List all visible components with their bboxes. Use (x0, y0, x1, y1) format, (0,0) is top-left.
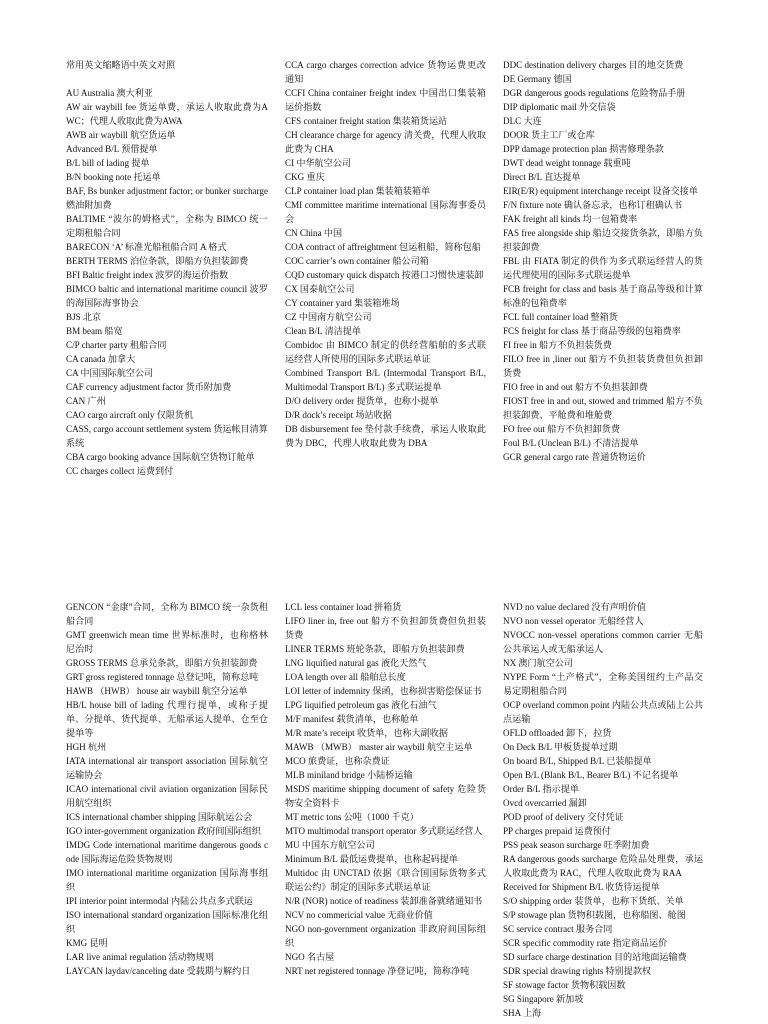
glossary-entry: FCL full container load 整箱货 (503, 312, 618, 322)
glossary-entry: CCA cargo charges correction advice 货物运费更改通知 (285, 60, 486, 84)
glossary-entry: LOI letter of indemnity 保函，也称损害赔偿保证书 (285, 686, 482, 696)
glossary-entry: BERTH TERMS 泊位条款，即船方负担装卸费 (66, 256, 249, 266)
glossary-entry: SHA 上海 (503, 1008, 542, 1018)
bottom-column-2 (285, 600, 486, 1024)
glossary-entry: DLC 大连 (503, 116, 542, 126)
entries-list (66, 600, 268, 978)
glossary-entry: B/N booking note 托运单 (66, 172, 161, 182)
glossary-entry: CC charges collect 运费到付 (66, 466, 174, 476)
top-column-1 (66, 58, 268, 488)
glossary-entry: CA 中国国际航空公司 (66, 368, 154, 378)
glossary-entry: CBA cargo booking advance 国际航空货物订舱单 (66, 452, 255, 462)
glossary-entry: DE Germany 德国 (503, 74, 572, 84)
glossary-entry: LIFO liner in, free out 船方不负担卸货费但负担装货费 (285, 616, 486, 640)
glossary-entry: FILO free in ,liner out 船方不负担装货费但负担卸货费 (503, 354, 703, 378)
glossary-entry: D/O delivery order 提货单，也称小提单 (285, 396, 439, 406)
glossary-entry: GENCON “金康”合同，全称为 BIMCO 统一杂货租船合同 (66, 602, 268, 626)
glossary-entry: CY container yard 集装箱堆场 (285, 298, 400, 308)
glossary-entry: BIMCO baltic and international maritime council 波罗的海国际海事协会 (66, 284, 268, 308)
glossary-entry: AU Australia 澳大利亚 (66, 88, 153, 98)
glossary-entry: NVO non vessel operator 无船经营人 (503, 616, 644, 626)
glossary-entry: CLP container load plan 集装箱装箱单 (285, 186, 431, 196)
glossary-entry: DPP damage protection plan 损害修理条款 (503, 144, 664, 154)
glossary-entry: On board B/L, Shipped B/L 已装船提单 (503, 756, 652, 766)
glossary-entry: AW air waybill fee 货运单费，承运人收取此费为AWC；代理人收取此费为AWA (66, 102, 268, 126)
glossary-entry: Direct B/L 直达提单 (503, 172, 581, 182)
glossary-entry: Received for Shipment B/L 收货待运提单 (503, 882, 660, 892)
glossary-entry: POD proof of delivery 交付凭证 (503, 812, 624, 822)
glossary-entry: FIOST free in and out, stowed and trimmed 船方不负担装卸费、平舱费和堆舱费 (503, 396, 703, 420)
glossary-entry: BM beam 船宽 (66, 326, 123, 336)
glossary-entry: MU 中国东方航空公司 (285, 840, 375, 850)
glossary-entry: OCP overland common point 内陆公共点或陆上公共点运输 (503, 700, 703, 724)
glossary-entry: SG Singapore 新加坡 (503, 994, 584, 1004)
glossary-entry: NCV no commericial value 无商业价值 (285, 910, 433, 920)
glossary-entry: LPG liquified petroleum gas 液化石油气 (285, 700, 437, 710)
glossary-entry: BJS 北京 (66, 312, 102, 322)
glossary-entry: CFS container freight station 集装箱货运站 (285, 116, 448, 126)
glossary-entry: EIR(E/R) equipment interchange receipt 设备交接单 (503, 186, 698, 196)
glossary-entry: CH clearance charge for agency 清关费，代理人收取此费为 CHA (285, 130, 486, 154)
glossary-entry: MLB miniland bridge 小陆桥运输 (285, 770, 413, 780)
entries-list (503, 58, 703, 464)
glossary-entry: NVD no value declared 没有声明价值 (503, 602, 646, 612)
glossary-entry: LCL less container load 拼箱货 (285, 602, 402, 612)
glossary-entry: LOA length over all 船舶总长度 (285, 672, 406, 682)
entries-list (503, 600, 703, 1020)
glossary-entry: MAWB （MWB） master air waybill 航空主运单 (285, 742, 473, 752)
glossary-entry: RA dangerous goods surcharge 危险品处理费，承运人收取此费为 RAC，代理人收取此费为 RAA (503, 854, 703, 878)
glossary-entry: CI 中华航空公司 (285, 158, 351, 168)
glossary-entry: Ovcd overcarried 漏卸 (503, 798, 587, 808)
glossary-entry: MT metric tons 公吨（1000 千克） (285, 812, 419, 822)
glossary-entry: Clean B/L 清洁提单 (285, 326, 361, 336)
glossary-entry: CQD customary quick dispatch 按港口习惯快速装卸 (285, 270, 484, 280)
glossary-entry: B/L bill of lading 提单 (66, 158, 150, 168)
document-title: 常用英文缩略语中英文对照 (66, 60, 176, 70)
glossary-entry: S/P stowage plan 货物积载图，也称船图、舱图 (503, 910, 686, 920)
glossary-entry: CN China 中国 (285, 228, 343, 238)
glossary-entry: IATA international air transport association 国际航空运输协会 (66, 756, 268, 780)
glossary-entry: BALTIME “波尔的姆格式”，全称为 BIMCO 统一定期租船合同 (66, 214, 268, 238)
glossary-entry: COA contract of affreightment 包运租船，简称包船 (285, 242, 481, 252)
glossary-entry: CASS, cargo account settlement system 货运帐目清算系统 (66, 424, 268, 448)
glossary-entry: CAF currency adjustment factor 货币附加费 (66, 382, 232, 392)
glossary-entry: FIO free in and out 船方不负担装卸费 (503, 382, 648, 392)
glossary-entry: FAS free alongside ship 船边交接货条款，即船方负担装卸费 (503, 228, 703, 252)
glossary-entry: M/R mate’s receipt 收货单，也称大副收据 (285, 728, 448, 738)
glossary-entry: MTO multimodal transport operator 多式联运经营人 (285, 826, 483, 836)
glossary-entry: FI free in 船方不负担装货费 (503, 340, 612, 350)
glossary-entry: ICAO international civil aviation organization 国际民用航空组织 (66, 784, 268, 808)
bottom-column-3 (503, 600, 703, 1024)
glossary-entry: GMT greenwich mean time 世界标准时，也称格林尼治时 (66, 630, 268, 654)
glossary-entry: COC carrier’s own container 船公司箱 (285, 256, 429, 266)
glossary-entry: Combidoc 由 BIMCO 制定的供经营船舶的多式联运经营人所使用的国际多式联运单证 (285, 340, 486, 364)
glossary-entry: FCS freight for class 基于商品等级的包箱费率 (503, 326, 681, 336)
glossary-entry: BFI Baltic freight index 波罗的海运价指数 (66, 270, 229, 280)
glossary-entry: CCFI China container freight index 中国出口集装箱运价指数 (285, 88, 486, 112)
glossary-entry: HB/L house bill of lading 代理行提单，或称子提单、分提单、货代提单、无船承运人提单、仓至仓提单等 (66, 700, 268, 738)
entries-list (285, 600, 486, 978)
glossary-entry: LNG liquified natural gas 液化天然气 (285, 658, 427, 668)
glossary-entry: NYPE Form “土产格式”，全称美国纽约土产品交易定期租船合同 (503, 672, 703, 696)
glossary-entry: LAR live animal regulation 活动物规则 (66, 952, 214, 962)
glossary-entry: C/P charter party 租船合同 (66, 340, 167, 350)
glossary-entry: S/O shipping order 装货单，也称下货纸、关单 (503, 896, 684, 906)
glossary-entry: CA canada 加拿大 (66, 354, 136, 364)
glossary-entry: SC service contract 服务合同 (503, 924, 613, 934)
glossary-entry: NVOCC non-vessel operations common carrier 无船公共承运人或无船承运人 (503, 630, 703, 654)
glossary-entry: ISO international standard organization 国际标准化组织 (66, 910, 268, 934)
glossary-entry: CAO cargo aircraft only 仅限货机 (66, 410, 194, 420)
glossary-entry: D/R dock’s receipt 场站收据 (285, 410, 392, 420)
glossary-entry: BAF, Bs bunker adjustment factor; or bunker surcharge 燃油附加费 (66, 186, 268, 210)
glossary-entry: IMO international maritime organization 国际海事组织 (66, 868, 268, 892)
glossary-entry: FBL 由 FIATA 制定的供作为多式联运经营人的货运代理使用的国际多式联运提单 (503, 256, 703, 280)
glossary-entry: LAYCAN laydav/canceling date 受载期与解约日 (66, 966, 251, 976)
glossary-entry: NGO 名古屋 (285, 952, 335, 962)
glossary-entry: Advanced B/L 预借提单 (66, 144, 158, 154)
glossary-entry: N/R (NOR) notice of readiness 装卸准备就绪通知书 (285, 896, 483, 906)
glossary-entry: M/F manifest 载货清单，也称舱单 (285, 714, 419, 724)
glossary-entry: DOOR 货主工厂或仓库 (503, 130, 595, 140)
top-column-2 (285, 58, 486, 488)
glossary-entry: SCR specific commodity rate 指定商品运价 (503, 938, 668, 948)
glossary-entry: FO free out 船方不负担卸货费 (503, 424, 620, 434)
spacer (66, 72, 268, 86)
glossary-entry: KMG 昆明 (66, 938, 108, 948)
glossary-entry: PP charges prepaid 运费预付 (503, 826, 611, 836)
glossary-entry: Order B/L 指示提单 (503, 784, 579, 794)
glossary-entry: MSDS maritime shipping document of safety 危险货物安全资料卡 (285, 784, 486, 808)
glossary-entry: Multidoc 由 UNCTAD 依据《联合国国际货物多式联运公约》制定的国际多式联运单证 (285, 868, 486, 892)
glossary-entry: Foul B/L (Unclean B/L) 不清洁提单 (503, 438, 639, 448)
glossary-entry: NX 澳门航空公司 (503, 658, 573, 668)
glossary-entry: HGH 杭州 (66, 742, 107, 752)
glossary-entry: NGO non-government organization 非政府间国际组织 (285, 924, 486, 948)
glossary-entry: LINER TERMS 班轮条款，即船方负担装卸费 (285, 644, 465, 654)
glossary-entry: OFLD offloaded 卸下，拉货 (503, 728, 612, 738)
glossary-entry: GCR general cargo rate 普通货物运价 (503, 452, 646, 462)
entries-list (285, 58, 486, 450)
glossary-entry: DWT dead weight tonnage 载重吨 (503, 158, 631, 168)
glossary-entry: ICS international chamber shipping 国际航运公会 (66, 812, 253, 822)
bottom-column-1 (66, 600, 268, 1024)
glossary-entry: DB disbursement fee 垫付款手续费，承运人收取此费为 DBC，代理人收取此费为 DBA (285, 424, 486, 448)
glossary-entry: NRT net registered tonnage 净登记吨，简称净吨 (285, 966, 470, 976)
glossary-entry: SF stowage factor 货物积载因数 (503, 980, 626, 990)
glossary-entry: Open B/L (Blank B/L, Bearer B/L) 不记名提单 (503, 770, 679, 780)
glossary-entry: DIP diplomatic mail 外交信袋 (503, 102, 616, 112)
glossary-entry: CKG 重庆 (285, 172, 325, 182)
glossary-entry: Combined Transport B/L (Intermodal Transport B/L, Multimodal Transport B/L) 多式联运提单 (285, 368, 486, 392)
glossary-entry: SDR special drawing rights 特别提款权 (503, 966, 652, 976)
top-column-3 (503, 58, 703, 488)
glossary-entry: PSS peak season surcharge 旺季附加费 (503, 840, 650, 850)
glossary-entry: IMDG Code international maritime dangerous goods code 国际海运危险货物规则 (66, 840, 268, 864)
glossary-entry: FAK freight all kinds 均一包箱费率 (503, 214, 638, 224)
glossary-entry: CZ 中国南方航空公司 (285, 312, 372, 322)
glossary-entry: GRT gross registered tonnage 总登记吨，简称总吨 (66, 672, 259, 682)
glossary-entry: CX 国泰航空公司 (285, 284, 355, 294)
glossary-entry: CAN 广州 (66, 396, 106, 406)
glossary-entry: F/N fixture note 确认备忘录，也称订租确认书 (503, 200, 683, 210)
glossary-entry: CMI committee maritime international 国际海事委员会 (285, 200, 486, 224)
entries-list (66, 86, 268, 478)
glossary-entry: HAWB （HWB） house air waybill 航空分运单 (66, 686, 248, 696)
glossary-entry: AWB air waybill 航空货运单 (66, 130, 176, 140)
glossary-entry: BARECON ‘A’ 标准光船租船合同 A 格式 (66, 242, 227, 252)
glossary-entry: On Deck B/L 甲板货提单过期 (503, 742, 618, 752)
glossary-entry: IPI interior point intermodal 内陆公共点多式联运 (66, 896, 253, 906)
glossary-entry: FCB freight for class and basis 基于商品等级和计算标准的包箱费率 (503, 284, 703, 308)
glossary-entry: GROSS TERMS 总承兑条款，即船方负担装卸费 (66, 658, 258, 668)
glossary-entry: IGO inter-government organization 政府间国际组织 (66, 826, 261, 836)
glossary-entry: MCO 旅费证，也称杂费证 (285, 756, 390, 766)
glossary-entry: DDC destination delivery charges 目的地交货费 (503, 60, 684, 70)
glossary-entry: Minimum B/L 最低运费提单，也称起码提单 (285, 854, 458, 864)
glossary-entry: DGR dangerous goods regulations 危险物品手册 (503, 88, 686, 98)
glossary-entry: SD surface charge destination 目的站地面运输费 (503, 952, 687, 962)
